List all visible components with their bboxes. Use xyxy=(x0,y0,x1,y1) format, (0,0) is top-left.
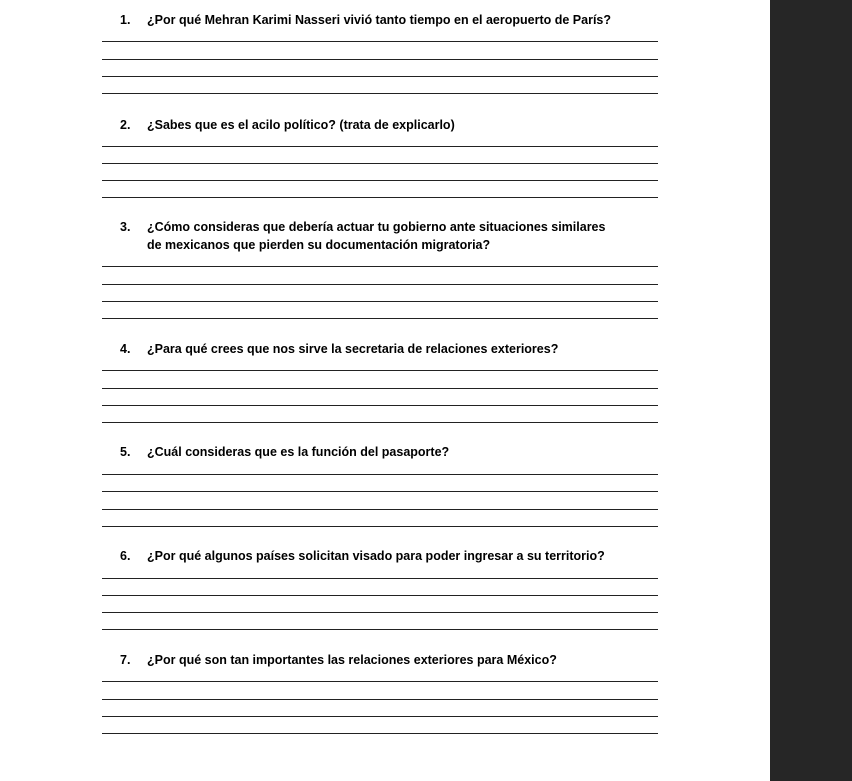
question-text: ¿Cuál consideras que es la función del pasaporte? xyxy=(147,445,450,459)
answer-line[interactable] xyxy=(102,370,658,371)
answer-line[interactable] xyxy=(102,146,658,147)
answer-line[interactable] xyxy=(102,629,658,630)
answer-line[interactable] xyxy=(102,733,658,734)
question-number: 4. xyxy=(120,342,131,356)
question-text: ¿Por qué son tan importantes las relaciones exteriores para México? xyxy=(147,653,557,667)
question-number: 3. xyxy=(120,220,131,234)
answer-line[interactable] xyxy=(102,491,658,492)
answer-line[interactable] xyxy=(102,509,658,510)
question-number: 2. xyxy=(120,118,131,132)
answer-line[interactable] xyxy=(102,405,658,406)
answer-line[interactable] xyxy=(102,388,658,389)
answer-line[interactable] xyxy=(102,612,658,613)
answer-line[interactable] xyxy=(102,526,658,527)
answer-line[interactable] xyxy=(102,197,658,198)
answer-line[interactable] xyxy=(102,41,658,42)
viewer-side-panel xyxy=(770,0,852,781)
question-text: ¿Sabes que es el acilo político? (trata de explicarlo) xyxy=(147,118,455,132)
answer-line[interactable] xyxy=(102,59,658,60)
answer-line[interactable] xyxy=(102,266,658,267)
question-text: ¿Por qué algunos países solicitan visado para poder ingresar a su territorio? xyxy=(147,549,605,563)
question-number: 5. xyxy=(120,445,131,459)
question-number: 1. xyxy=(120,13,131,27)
answer-line[interactable] xyxy=(102,301,658,302)
answer-line[interactable] xyxy=(102,76,658,77)
answer-line[interactable] xyxy=(102,93,658,94)
answer-line[interactable] xyxy=(102,681,658,682)
answer-line[interactable] xyxy=(102,318,658,319)
answer-line[interactable] xyxy=(102,180,658,181)
question-text: ¿Para qué crees que nos sirve la secretaria de relaciones exteriores? xyxy=(147,342,559,356)
answer-line[interactable] xyxy=(102,578,658,579)
answer-line[interactable] xyxy=(102,422,658,423)
question-text: ¿Cómo consideras que debería actuar tu gobierno ante situaciones similares de mexicanos que pierden su documentación migratoria? xyxy=(147,220,606,252)
answer-line[interactable] xyxy=(102,595,658,596)
question-number: 6. xyxy=(120,549,131,563)
answer-line[interactable] xyxy=(102,716,658,717)
answer-line[interactable] xyxy=(102,284,658,285)
answer-line[interactable] xyxy=(102,474,658,475)
question-number: 7. xyxy=(120,653,131,667)
question-text: ¿Por qué Mehran Karimi Nasseri vivió tanto tiempo en el aeropuerto de París? xyxy=(147,13,612,27)
answer-line[interactable] xyxy=(102,163,658,164)
answer-line[interactable] xyxy=(102,699,658,700)
